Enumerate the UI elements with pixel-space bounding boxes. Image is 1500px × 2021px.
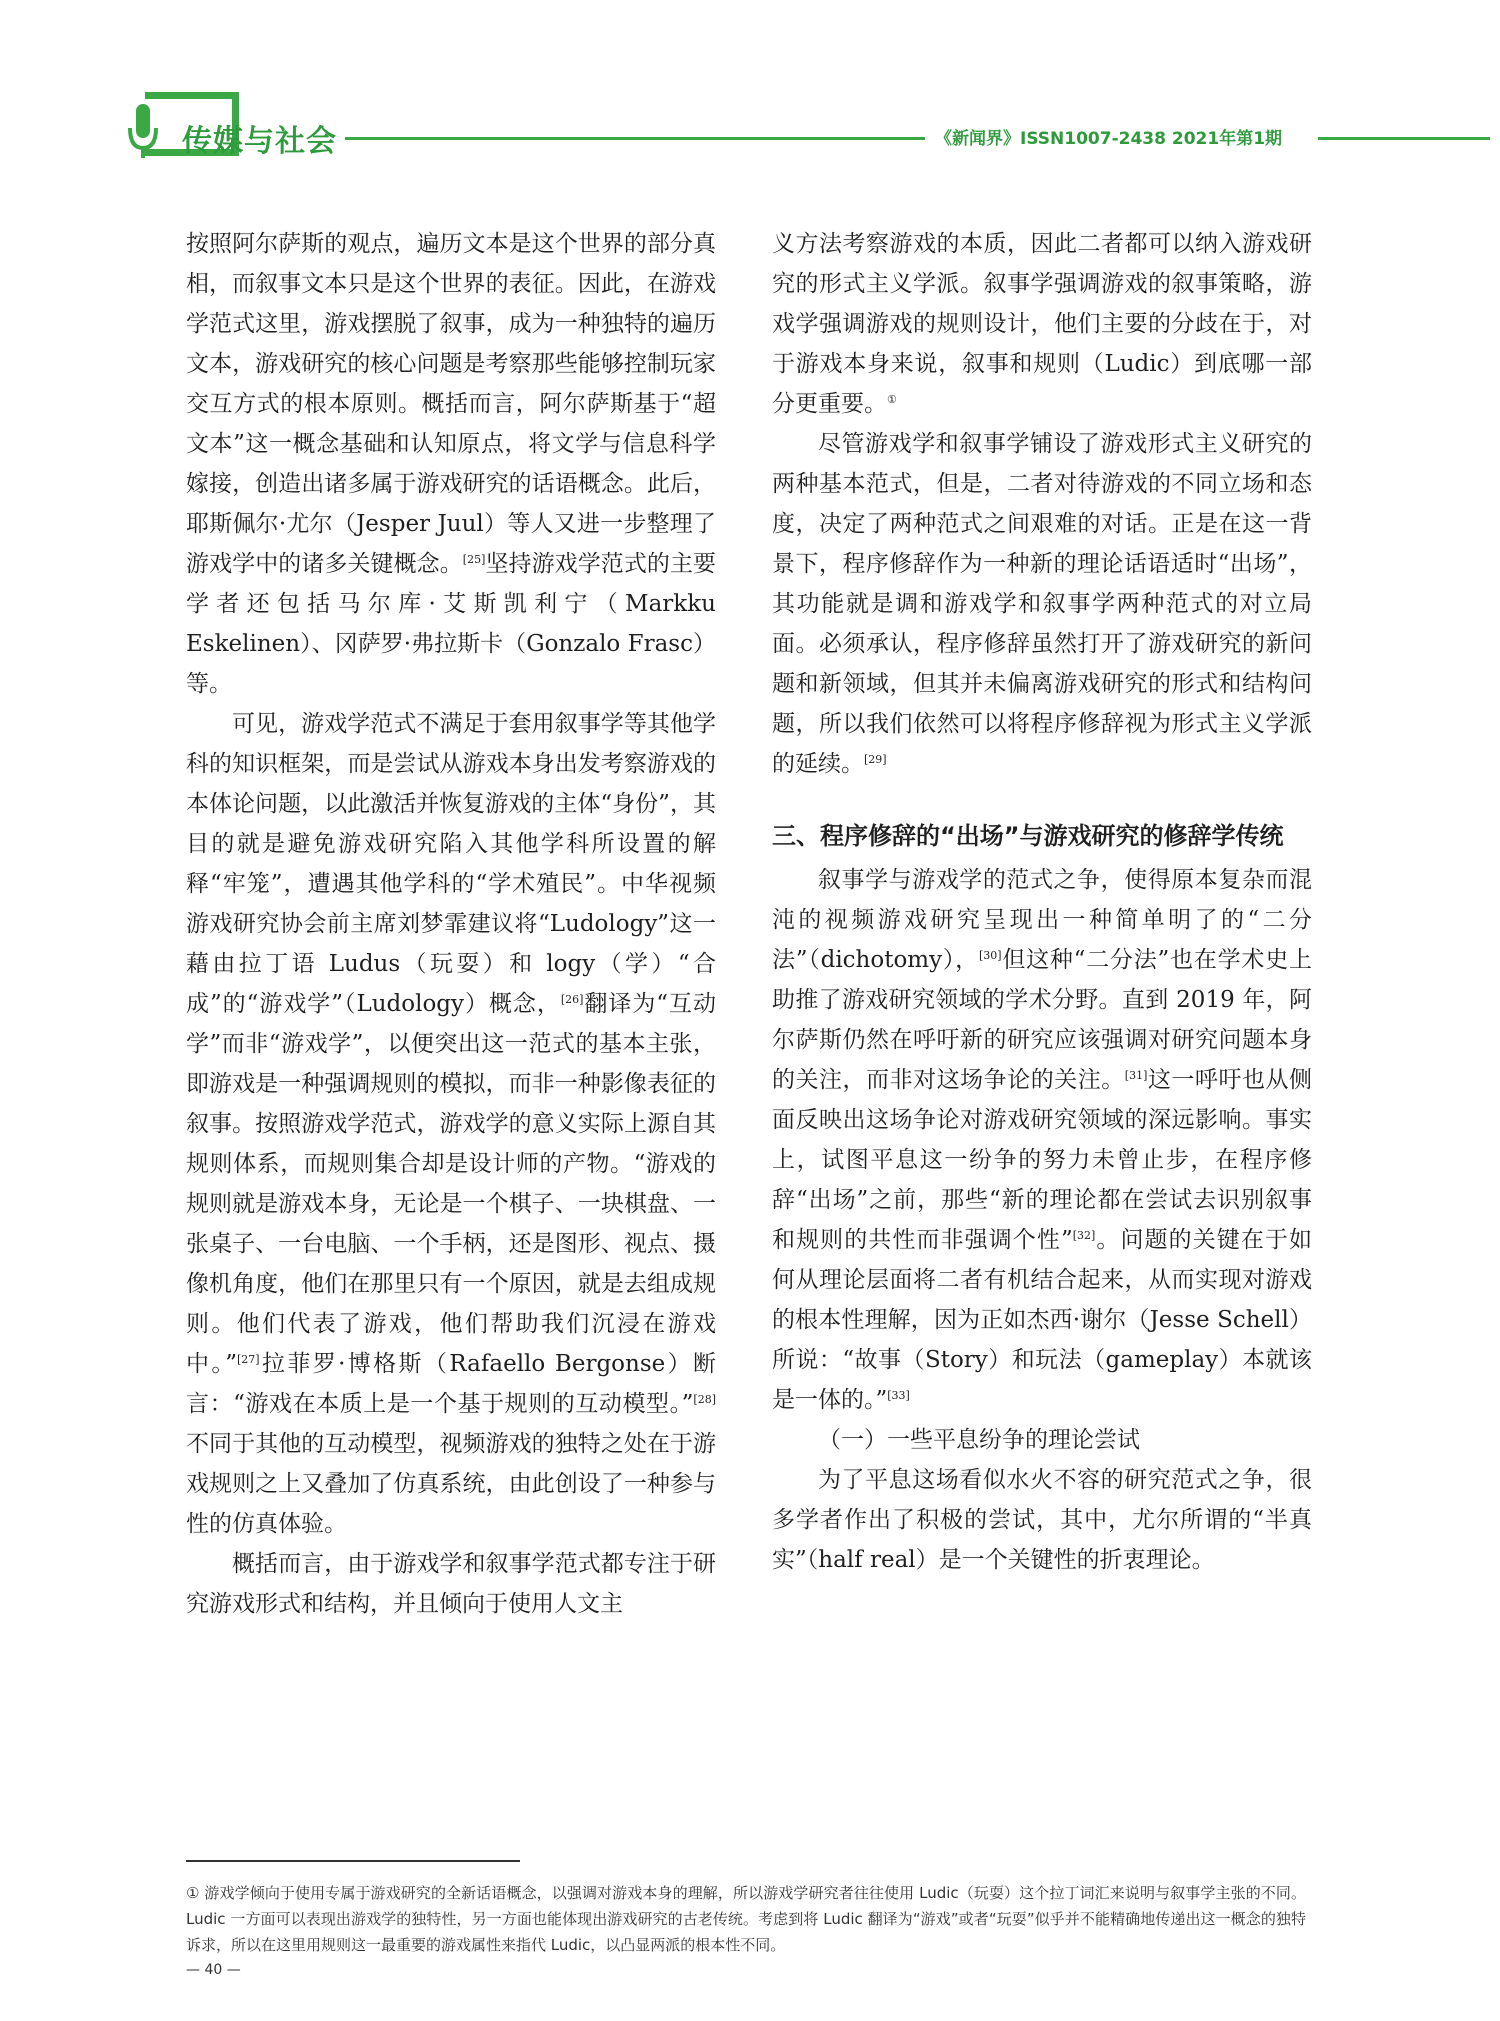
journal-info: 《新闻界》ISSN1007-2438 2021年第1期	[935, 129, 1283, 149]
subsection-heading: （一）一些平息纷争的理论尝试	[818, 1427, 1140, 1453]
paragraph: 为了平息这场看似水火不容的研究范式之争，很多学者作出了积极的尝试，其中，尤尔所谓的“半真实”（half real）是一个关键性的折衷理论。	[772, 1467, 1312, 1573]
microphone-icon	[128, 104, 158, 162]
paragraph: 概括而言，由于游戏学和叙事学范式都专注于研究游戏形式和结构，并且倾向于使用人文主	[186, 1551, 716, 1617]
citation: [32]	[1072, 1229, 1096, 1242]
header-rule-right	[1318, 137, 1490, 140]
citation: [29]	[864, 753, 887, 766]
right-column	[772, 224, 1312, 1580]
paragraph: 义方法考察游戏的本质，因此二者都可以纳入游戏研究的形式主义学派。叙事学强调游戏的叙事策略，游戏学强调游戏的规则设计，他们主要的分歧在于，对于游戏本身来说，叙事和规则（Ludic）到底哪一部分更重要。①	[772, 231, 1312, 417]
citation: [31]	[1124, 1069, 1148, 1082]
citation: [27]	[237, 1353, 260, 1366]
citation: [25]	[462, 553, 486, 566]
footnote-marker[interactable]: ①	[887, 393, 897, 406]
header-rule	[345, 137, 925, 140]
paragraph: 尽管游戏学和叙事学铺设了游戏形式主义研究的两种基本范式，但是，二者对待游戏的不同立场和态度，决定了两种范式之间艰难的对话。正是在这一背景下，程序修辞作为一种新的理论话语适时“出场”，其功能就是调和游戏学和叙事学两种范式的对立局面。必须承认，程序修辞虽然打开了游戏研究的新问题和新领域，但其并未偏离游戏研究的形式和结构问题，所以我们依然可以将程序修辞视为形式主义学派的延续。[29]	[772, 431, 1312, 777]
citation: [33]	[887, 1389, 910, 1402]
paragraph: 叙事学与游戏学的范式之争，使得原本复杂而混沌的视频游戏研究呈现出一种简单明了的“二分法”（dichotomy），[30]但这种“二分法”也在学术史上助推了游戏研究领域的学术分野。直到 2019 年，阿尔萨斯仍然在呼吁新的研究应该强调对研究问题本身的关注，而非对这场争论的关注。[31]这一呼吁也从侧面反映出这场争论对游戏研究领域的深远影响。事实上，试图平息这一纷争的努力未曾止步，在程序修辞“出场”之前，那些“新的理论都在尝试去识别叙事和规则的共性而非强调个性”[32]。问题的关键在于如何从理论层面将二者有机结合起来，从而实现对游戏的根本性理解，因为正如杰西·谢尔（Jesse Schell）所说：“故事（Story）和玩法（gameplay）本就该是一体的。”[33]	[772, 867, 1313, 1413]
citation: [30]	[978, 949, 1002, 962]
footnote-rule	[186, 1860, 520, 1862]
section-title: 传媒与社会	[182, 124, 337, 159]
section-heading: 三、程序修辞的“出场”与游戏研究的修辞学传统	[772, 822, 1284, 850]
page-number: — 40 —	[186, 1962, 241, 1978]
paragraph: 按照阿尔萨斯的观点，遍历文本是这个世界的部分真相，而叙事文本只是这个世界的表征。因此，在游戏学范式这里，游戏摆脱了叙事，成为一种独特的遍历文本，游戏研究的核心问题是考察那些能够控制玩家交互方式的根本原则。概括而言，阿尔萨斯基于“超文本”这一概念基础和认知原点，将文学与信息科学嫁接，创造出诸多属于游戏研究的话语概念。此后，耶斯佩尔·尤尔（Jesper Juul）等人又进一步整理了游戏学中的诸多关键概念。[25]坚持游戏学范式的主要学者还包括马尔库·艾斯凯利宁（Markku Eskelinen）、冈萨罗·弗拉斯卡（Gonzalo Frasc）等。	[186, 231, 717, 697]
paragraph: 可见，游戏学范式不满足于套用叙事学等其他学科的知识框架，而是尝试从游戏本身出发考察游戏的本体论问题，以此激活并恢复游戏的主体“身份”，其目的就是避免游戏研究陷入其他学科所设置的解释“牢笼”，遭遇其他学科的“学术殖民”。中华视频游戏研究协会前主席刘梦霏建议将“Ludology”这一藉由拉丁语 Ludus（玩耍）和 logy（学）“合成”的“游戏学”（Ludology）概念，[26]翻译为“互动学”而非“游戏学”，以便突出这一范式的基本主张，即游戏是一种强调规则的模拟，而非一种影像表征的叙事。按照游戏学范式，游戏学的意义实际上源自其规则体系，而规则集合却是设计师的产物。“游戏的规则就是游戏本身，无论是一个棋子、一块棋盘、一张桌子、一台电脑、一个手柄，还是图形、视点、摄像机角度，他们在那里只有一个原因，就是去组成规则。他们代表了游戏，他们帮助我们沉浸在游戏中。”[27]拉菲罗·博格斯（Rafaello Bergonse）断言：“游戏在本质上是一个基于规则的互动模型。”[28]不同于其他的互动模型，视频游戏的独特之处在于游戏规则之上又叠加了仿真系统，由此创设了一种参与性的仿真体验。	[186, 711, 716, 1537]
citation: [28]	[693, 1393, 716, 1406]
citation: [26]	[560, 993, 584, 1006]
footnote: ① 游戏学倾向于使用专属于游戏研究的全新话语概念，以强调对游戏本身的理解，所以游戏学研究者往往使用 Ludic（玩耍）这个拉丁词汇来说明与叙事学主张的不同。Ludic 一方面可以表现出游戏学的独特性，另一方面也能体现出游戏研究的古老传统。考虑到将 Ludic 翻译为“游戏”或者“玩耍”似乎并不能精确地传递出这一概念的独特诉求，所以在这里用规则这一最重要的游戏属性来指代 Ludic，以凸显两派的根本性不同。	[186, 1884, 1306, 1954]
left-column	[186, 224, 716, 1624]
